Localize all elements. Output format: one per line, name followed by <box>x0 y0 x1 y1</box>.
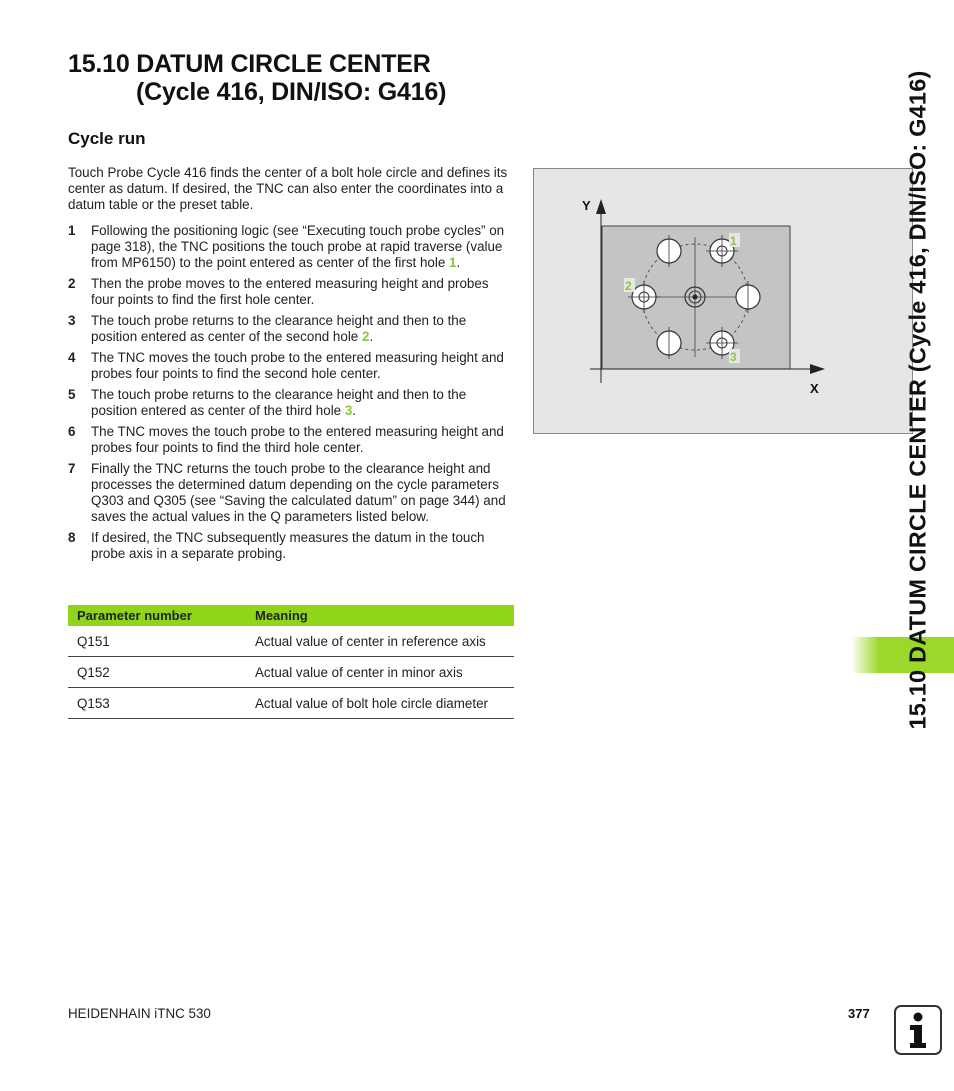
bolt-hole-circle-figure <box>533 168 913 434</box>
step-text: The TNC moves the touch probe to the entered measuring height and probes four points to find the second hole center. <box>91 350 504 381</box>
list-item <box>68 223 514 271</box>
hole-ref[interactable]: 1 <box>449 255 457 270</box>
list-item <box>68 530 514 562</box>
step-number: 8 <box>68 530 76 545</box>
datum-center-dot <box>693 295 698 300</box>
list-item <box>68 313 514 345</box>
step-end: . <box>369 329 374 344</box>
meaning-cell: Actual value of center in minor axis <box>246 657 514 688</box>
column-header-meaning: Meaning <box>246 605 514 626</box>
table-row <box>68 657 514 688</box>
side-title: 15.10 DATUM CIRCLE CENTER (Cycle 416, DIN/ISO: G416) <box>904 70 931 730</box>
step-number: 1 <box>68 223 76 238</box>
cycle-steps-list <box>68 223 514 567</box>
step-text: The touch probe returns to the clearance height and then to the position entered as center of the second hole <box>91 313 467 344</box>
list-item <box>68 424 514 456</box>
list-item <box>68 461 514 525</box>
footer-product: HEIDENHAIN iTNC 530 <box>68 1006 211 1021</box>
page-title-line1: 15.10 DATUM CIRCLE CENTER <box>68 50 431 78</box>
step-text: If desired, the TNC subsequently measures the datum in the touch probe axis in a separate probing. <box>91 530 485 561</box>
step-text: The TNC moves the touch probe to the entered measuring height and probes four points to find the third hole center. <box>91 424 504 455</box>
parameter-cell: Q153 <box>68 688 246 719</box>
step-text: Finally the TNC returns the touch probe to the clearance height and processes the determined datum depending on the cycle parameters Q303 and Q305 (see “Saving the calculated datum” on page 344) and saves the actual values in the Q parameters listed below. <box>91 461 506 524</box>
page-title <box>68 50 446 106</box>
hole-ref[interactable]: 2 <box>361 329 370 344</box>
step-text: The touch probe returns to the clearance height and then to the position entered as center of the third hole <box>91 387 467 418</box>
step-number: 5 <box>68 387 76 402</box>
parameter-cell: Q152 <box>68 657 246 688</box>
side-tab-fade <box>851 637 879 673</box>
step-number: 6 <box>68 424 76 439</box>
table-header-row <box>68 605 514 626</box>
page-title-line2: (Cycle 416, DIN/ISO: G416) <box>136 78 447 106</box>
step-number: 2 <box>68 276 76 291</box>
table-row <box>68 626 514 657</box>
info-glyph <box>896 1007 940 1053</box>
x-axis-arrow <box>810 364 825 374</box>
y-axis-arrow <box>596 199 606 214</box>
step-text: Then the probe moves to the entered measuring height and probes four points to find the first hole center. <box>91 276 489 307</box>
page-number: 377 <box>848 1006 870 1021</box>
section-heading: Cycle run <box>68 129 146 148</box>
step-number: 3 <box>68 313 76 328</box>
figure-drawing <box>534 169 912 433</box>
list-item <box>68 387 514 419</box>
meaning-cell: Actual value of center in reference axis <box>246 626 514 657</box>
step-end: . <box>352 403 357 418</box>
parameter-cell: Q151 <box>68 626 246 657</box>
step-number: 4 <box>68 350 76 365</box>
step-text: Following the positioning logic (see “Executing touch probe cycles” on page 318), the TNC positions the touch probe at rapid traverse (value from MP6150) to the point entered as center of the first hole <box>91 223 505 270</box>
y-axis-label: Y <box>582 198 591 213</box>
list-item <box>68 276 514 308</box>
table-row <box>68 688 514 719</box>
hole-label-2: 2 <box>625 279 632 293</box>
intro-paragraph: Touch Probe Cycle 416 finds the center of a bolt hole circle and defines its center as datum. If desired, the TNC can also enter the coordinates into a datum table or the preset table. <box>68 165 508 212</box>
parameter-table <box>68 605 514 719</box>
hole-label-1: 1 <box>730 234 737 248</box>
hole-label-3: 3 <box>730 350 737 364</box>
info-icon <box>894 1005 942 1055</box>
list-item <box>68 350 514 382</box>
hole-ref[interactable]: 3 <box>344 403 353 418</box>
step-end: . <box>456 255 461 270</box>
step-number: 7 <box>68 461 76 476</box>
x-axis-label: X <box>810 381 819 396</box>
column-header-parameter: Parameter number <box>68 605 246 626</box>
meaning-cell: Actual value of bolt hole circle diameter <box>246 688 514 719</box>
